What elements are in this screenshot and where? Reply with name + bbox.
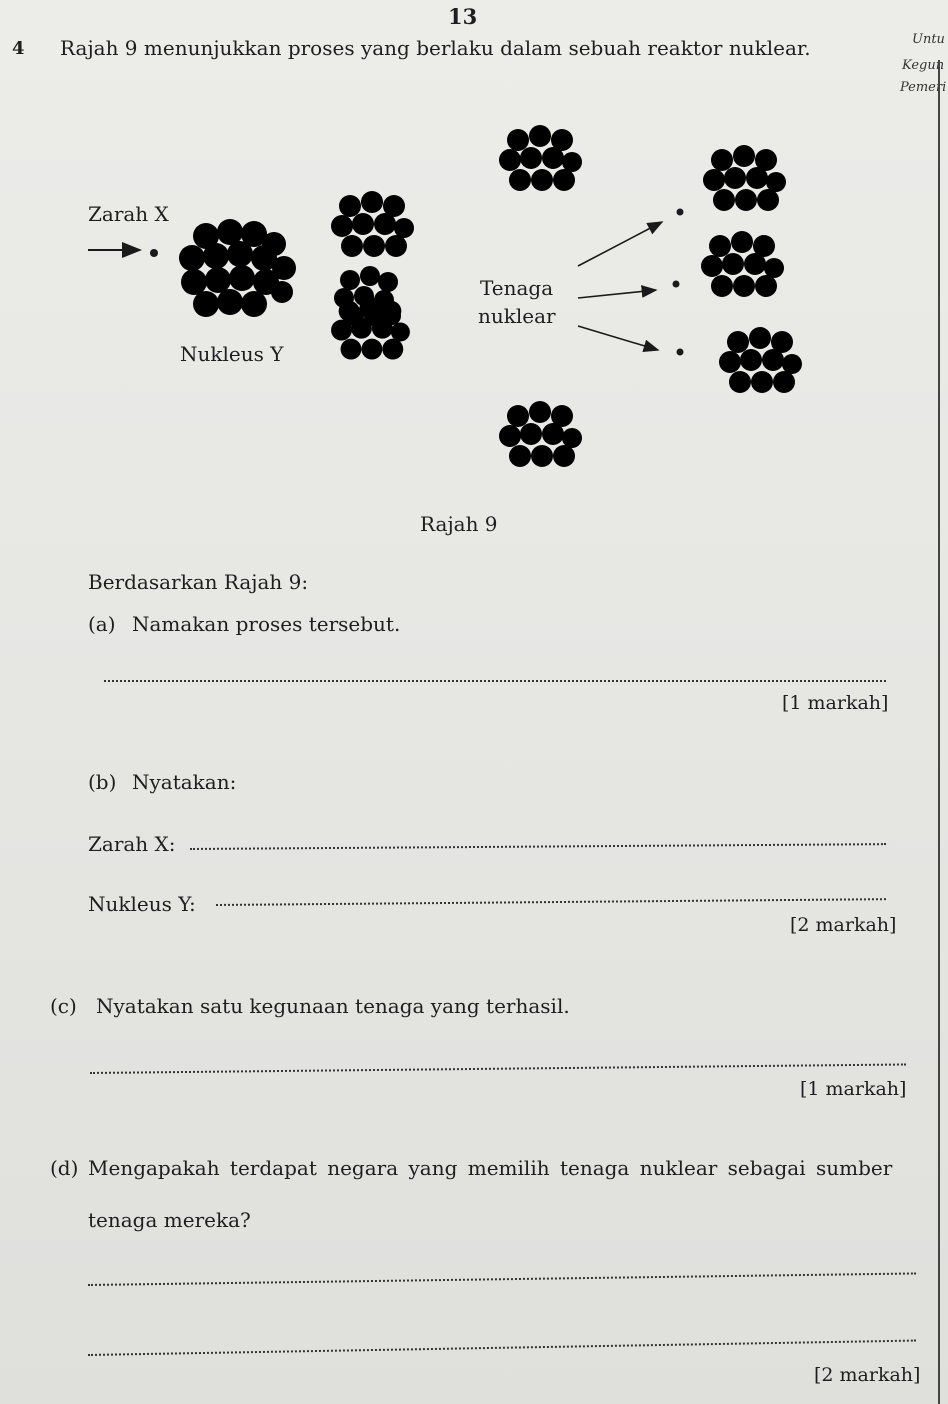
part-b-label: (b): [88, 770, 117, 794]
part-c-answer-line[interactable]: [90, 1063, 906, 1074]
part-d-marks: [2 markah]: [814, 1364, 921, 1386]
nuclear-fission-diagram: [0, 100, 948, 500]
part-d-label: (d): [50, 1156, 79, 1180]
neutron-dot-1: [677, 209, 684, 216]
part-b-nukleus-answer-line[interactable]: [216, 898, 886, 906]
part-c-marks: [1 markah]: [800, 1078, 907, 1100]
part-b-field-nukleus: Nukleus Y:: [88, 892, 196, 916]
product-nucleus-3: [719, 327, 802, 393]
label-zarah-x: Zarah X: [88, 202, 169, 226]
label-tenaga: Tenaga: [480, 276, 554, 300]
part-b-field-zarah: Zarah X:: [88, 832, 176, 856]
product-nucleus-2: [701, 231, 784, 297]
part-b-marks: [2 markah]: [790, 914, 897, 936]
part-b-zarah-answer-line[interactable]: [190, 843, 886, 850]
fragment-top: [499, 125, 582, 191]
part-a-answer-line[interactable]: [104, 680, 886, 682]
part-d-answer-line-2[interactable]: [88, 1340, 916, 1356]
question-stem: Rajah 9 menunjukkan proses yang berlaku dalam sebuah reaktor nuklear.: [60, 36, 811, 60]
question-number: 4: [12, 38, 25, 59]
neutron-dot-2: [673, 281, 680, 288]
part-a-text: Namakan proses tersebut.: [132, 612, 401, 636]
figure-caption: Rajah 9: [420, 512, 498, 536]
energy-arrows: [578, 222, 662, 350]
margin-label-untuk: Untu: [912, 32, 945, 47]
intro-text: Berdasarkan Rajah 9:: [88, 570, 309, 594]
page-number: 13: [448, 4, 478, 29]
label-nukleus-y: Nukleus Y: [180, 342, 284, 366]
part-d-text-line2: tenaga mereka?: [88, 1208, 251, 1232]
fragment-bottom: [499, 401, 582, 467]
neutron-dot-3: [677, 349, 684, 356]
part-b-text: Nyatakan:: [132, 770, 237, 794]
part-d-answer-line-1[interactable]: [88, 1272, 916, 1286]
part-d-text-line1: Mengapakah terdapat negara yang memilih tenaga nuklear sebagai sumber: [88, 1156, 893, 1180]
part-a-label: (a): [88, 612, 116, 636]
part-c-text: Nyatakan satu kegunaan tenaga yang terhasil.: [96, 994, 570, 1018]
part-c-label: (c): [50, 994, 77, 1018]
incoming-particle-arrow: [88, 249, 158, 257]
nucleus-y: [179, 219, 296, 317]
particle-x-dot: [150, 249, 158, 257]
part-a-marks: [1 markah]: [782, 692, 889, 714]
margin-label-pemeriksa: Pemeri: [900, 80, 947, 95]
splitting-nucleus: [331, 191, 414, 360]
label-nuklear: nuklear: [478, 304, 556, 328]
margin-label-kegunaan: Kegun: [902, 58, 945, 73]
product-nucleus-1: [703, 145, 786, 211]
